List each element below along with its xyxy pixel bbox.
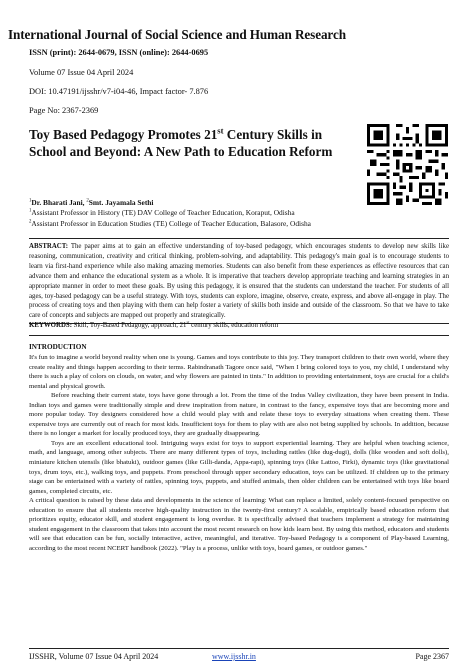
section-divider	[29, 335, 449, 336]
paragraph: It's fun to imagine a world beyond reality when one is young. Games and toys contribute to this joy. They transport children to their own world, where they create reality and things happen according to their terms. Rabindranath Tagore once said, "When I bring colored toys to you, my child, I understand why there is such a play of colors on clouds, on water, and why flowers are painted in tints." In addition to providing entertainment, toys are crucial for a child's mental and physical growth.	[29, 354, 449, 390]
author-affiliation-2: $^2$Assistant Professor in Education Studies (TE) College of Teacher Education, Balasore, Odisha	[29, 218, 311, 228]
abstract-section	[29, 238, 449, 324]
issn-line: ISSN (print): 2644-0679, ISSN (online): 2644-0695	[29, 48, 209, 57]
author-block	[29, 198, 359, 229]
footer-divider	[29, 648, 449, 649]
qr-code-icon	[367, 124, 448, 205]
footer-page-number: Page 2367	[415, 652, 449, 661]
paragraph: Toys are an excellent educational tool. Intriguing ways exist for toys to support experiential learning. They are helpful when teaching science, math, and language, among other subjects. There are many different types of toys, including rattles (like dug-dugi), dolls (like wooden and soft dolls), miniature kitchen utensils (like bhatuki), outdoor games (like Gilli-danda, Appa-rapi), spinning toys (like Lattoo, Firki), dynamic toys (like gravitational toys, drum toys, etc.), walking toys, and puppets. From preschool through upper secondary education, toys can be utilized. If children up to the primary stage can be entertained with a variety of rattles, spinning toys, puppets, and stuffed animals, then older children can be entertained with toys like board games, completed circuits, etc.	[29, 439, 449, 495]
author-affiliation-1: $^1$Assistant Professor in History (TE) DAV College of Teacher Education, Koraput, Odisha	[29, 208, 295, 218]
paragraph: A critical question is raised by these data and developments in the science of learning: What can replace a limited, solely content-focused perspective on education to ensure that all students receive high-quality instruction in the twenty-first century? A scalable, empirically based education reform that prioritizes equity, educator skill, and student engagement is long overdue. It is specifically advised that teachers implement a strategy for maintaining student engagement in the classroom that takes into account the most recent research on how kids learn best. By using this method, educators and students will see that education can be fun, socially interactive, active, meaningful, and iterative. Toy-based Pedagogy is a component of Play-based Learning, according to the most recent NCERT handbook (2022). "Play is a process, unlike with toys, board games, or outdoor games."	[29, 497, 449, 552]
journal-title: International Journal of Social Science and Human Research	[8, 27, 346, 42]
journal-website-link[interactable]: www.ijsshr.in	[212, 652, 256, 661]
paper-title: Toy Based Pedagogy Promotes 21st Century Skills in School and Beyond: A New Path to Education Reform	[29, 125, 333, 159]
abstract-text: ABSTRACT: The paper aims at to gain an effective understanding of toy-based pedagogy, which encourages students to develop new skills like reasoning, communication, creativity and critical thinking, problem-solving, and adaptability. This pedagogy's main goal is to encourage students to learn via first-hand experience while also making amazing memories. Students can also benefit from these experiences as effective resources that can advance them and enhance the educational system as a whole. It is imperative that teachers develop appropriate teaching and learning strategies in an appropriate manner in order to meet these goals. By using this pedagogy, it is ensured that the students can understand the teacher. For students of all ages, toy-based pedagogy can be a useful strategy. With toys, students can explore, imagine, observe, create, express, and above all-engage in play. The process of creating toys and then playing with them can help foster a variety of skills both inside and outside of the classroom. So that we have to take care of concepts and subjects are mapped out properly and strategically.	[29, 243, 449, 320]
keywords-line: KEYWORDS: Skill, Toy-Based Pedagogy, approach, 21st century skills, education reform	[29, 319, 279, 329]
page-number-line: Page No: 2367-2369	[29, 106, 99, 115]
doi-line: DOI: 10.47191/ijsshr/v7-i04-46, Impact factor- 7.876	[29, 87, 209, 96]
introduction-heading: INTRODUCTION	[29, 343, 87, 351]
author-names: $^1$Dr. Bharati Jani, $^2$Smt. Jayamala Sethi	[29, 198, 154, 207]
volume-line: Volume 07 Issue 04 April 2024	[29, 68, 134, 77]
paragraph: Before reaching their current state, toys have gone through a lot. From the time of the Indus Valley civilization, they have been present in India. Indian toys and games were traditionally simple and drew inspiration from nature, in contrast to the fancy, expensive toys that are becoming more and more popular today. Toy designers considered how a child would play with and relate these toys to everyday situations when creating them. These expensive toys are currently out of reach for most kids. Insufficient toys for them to play with are also not being supplied by schools. In addition, because there is no longer a market for locally produced toys, they are gradually disappearing.	[29, 392, 449, 438]
introduction-body	[29, 353, 449, 553]
footer-citation: IJSSHR, Volume 07 Issue 04 April 2024	[29, 652, 159, 661]
